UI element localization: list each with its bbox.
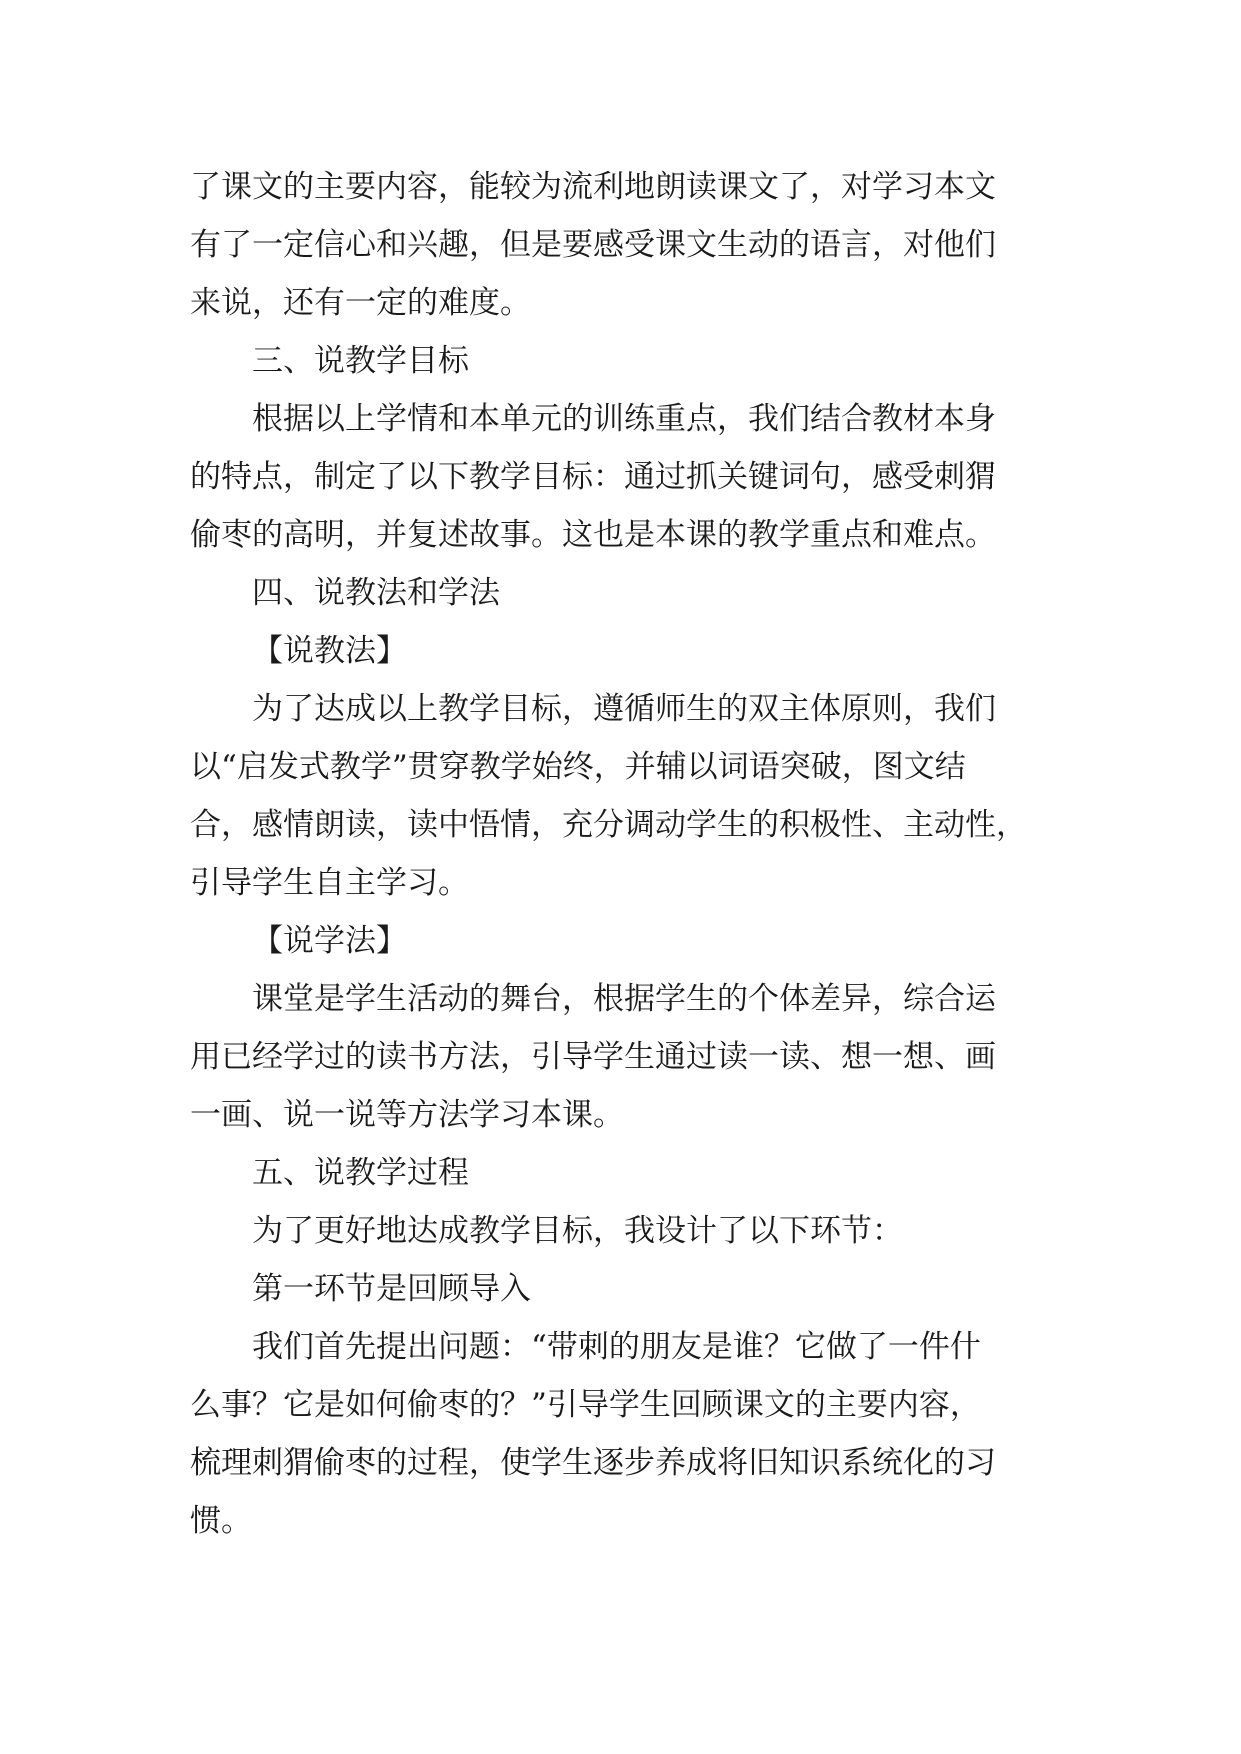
subsection-heading: 【说教法】 bbox=[252, 633, 407, 669]
text-line: 引导学生自主学习。 bbox=[190, 865, 469, 901]
text-line: 么事？它是如何偷枣的？”引导学生回顾课文的主要内容， bbox=[190, 1387, 981, 1423]
text-line: 合，感情朗读，读中悟情，充分调动学生的积极性、主动性， bbox=[190, 807, 1027, 843]
text-line: 的特点，制定了以下教学目标：通过抓关键词句，感受刺猬 bbox=[190, 459, 996, 495]
text-line: 梳理刺猬偷枣的过程，使学生逐步养成将旧知识系统化的习 bbox=[190, 1445, 996, 1481]
subsection-heading: 【说学法】 bbox=[252, 923, 407, 959]
text-line: 为了更好地达成教学目标，我设计了以下环节： bbox=[252, 1213, 903, 1249]
text-line: 一画、说一说等方法学习本课。 bbox=[190, 1097, 624, 1133]
section-heading: 三、说教学目标 bbox=[252, 343, 469, 379]
text-line: 用已经学过的读书方法，引导学生通过读一读、想一想、画 bbox=[190, 1039, 996, 1075]
section-heading: 四、说教法和学法 bbox=[252, 575, 500, 611]
text-line: 以“启发式教学”贯穿教学始终，并辅以词语突破，图文结 bbox=[190, 749, 966, 785]
text-line: 偷枣的高明，并复述故事。这也是本课的教学重点和难点。 bbox=[190, 517, 996, 553]
text-line: 了课文的主要内容，能较为流利地朗读课文了，对学习本文 bbox=[190, 169, 996, 205]
text-line: 有了一定信心和兴趣，但是要感受课文生动的语言，对他们 bbox=[190, 227, 996, 263]
text-line: 来说，还有一定的难度。 bbox=[190, 285, 531, 321]
text-line: 根据以上学情和本单元的训练重点，我们结合教材本身 bbox=[252, 401, 996, 437]
section-heading: 五、说教学过程 bbox=[252, 1155, 469, 1191]
subsection-heading: 第一环节是回顾导入 bbox=[252, 1271, 531, 1307]
text-line: 课堂是学生活动的舞台，根据学生的个体差异，综合运 bbox=[252, 981, 996, 1017]
text-line: 为了达成以上教学目标，遵循师生的双主体原则，我们 bbox=[252, 691, 996, 727]
text-line: 惯。 bbox=[190, 1503, 252, 1539]
text-line: 我们首先提出问题：“带刺的朋友是谁？它做了一件什 bbox=[252, 1329, 981, 1365]
